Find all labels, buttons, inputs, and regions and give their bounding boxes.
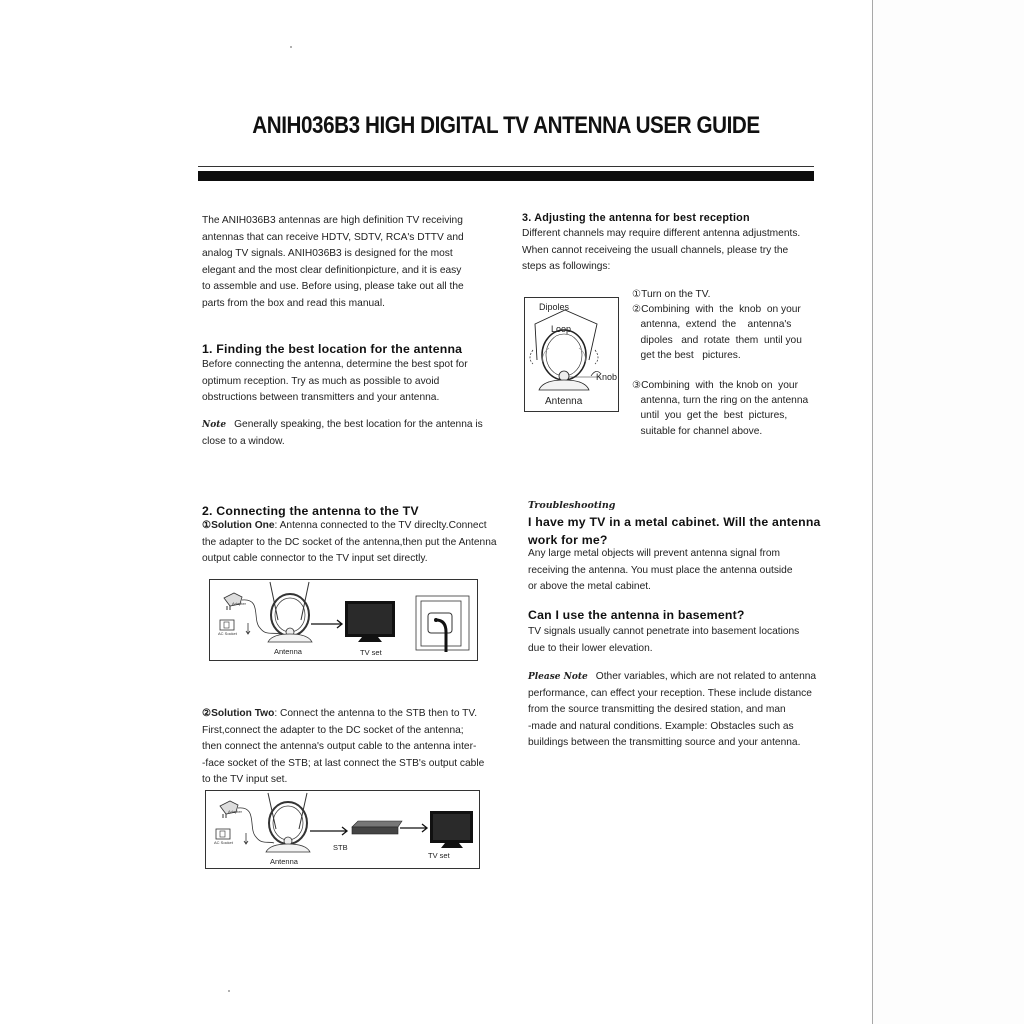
section1-heading: 1. Finding the best location for the antenna [202,342,463,356]
ac-socket-label: AC Socket [214,840,233,845]
troubleshooting-question-2: Can I use the antenna in basement? [528,608,745,622]
solution-two-text [202,706,484,789]
down-arrow-icon [246,623,250,634]
answer-line: receiving the antenna. You must place the antenna outside [528,564,793,576]
section3-heading: 3. Adjusting the antenna for best reception [522,212,750,224]
solution-one-label: ①Solution One [202,520,275,531]
answer-line: due to their lower elevation. [528,642,653,654]
step-line: dipoles and rotate them until you [632,334,802,346]
solution-one-line: output cable connector to the TV input set directly. [202,553,428,564]
loop-label: Loop [551,324,572,334]
please-note-label: Please Note [528,672,588,682]
antenna-icon [266,793,310,852]
solution-two-line: to the TV input set. [202,774,288,785]
step-line: antenna, extend the antenna's [632,319,792,331]
adapter-label: Adapter [228,809,243,814]
connection-diagram-direct [209,579,478,661]
adapter-label: Adapter [232,601,247,606]
question-line: work for me? [528,533,608,547]
step-line: antenna, turn the ring on the antenna [632,395,809,407]
section1-line: obstructions between transmitters and your antenna. [202,392,440,403]
arrow-right-icon [400,824,427,832]
scan-speck [228,990,230,992]
tv-icon [345,601,395,642]
antenna-label: Antenna [545,396,583,407]
connection-diagram-direct-art [210,580,477,660]
step-line: ②Combining with the knob on your [632,304,801,316]
section1-body [202,357,468,407]
intro-line: The ANIH036B3 antennas are high definition TV receiving [202,215,463,226]
scan-speck [290,46,292,48]
antenna-label: Antenna [270,857,298,866]
solution-one-line: the adapter to the DC socket of the antenna,then put the Antenna [202,536,497,548]
note-line: close to a window. [202,435,285,447]
wall-jack-icon [416,596,469,652]
dipoles-label: Dipoles [539,302,570,312]
intro-line: elegant and the most clear definitionpicture, and it is easy [202,264,462,276]
section1-line: Before connecting the antenna, determine the best spot for [202,359,468,370]
answer-line: TV signals usually cannot penetrate into basement locations [528,626,800,637]
solution-two-line: : Connect the antenna to the STB then to TV. [274,708,478,719]
section1-line: optimum reception. Try as much as possible to avoid [202,375,440,387]
section1-note [202,417,483,450]
arrow-right-icon [310,827,347,835]
section3-line: When cannot receiveing the usuall channels, please try the [522,244,789,256]
solution-one-text [202,518,497,568]
title-rule-thick [198,171,814,181]
section3-body [522,226,800,276]
section3-line: steps as followings: [522,261,611,272]
answer-line: or above the metal cabinet. [528,581,651,592]
title-rule-thin [198,166,814,167]
knob-label: Knob [596,372,618,382]
troubleshooting-label: Troubleshooting [528,500,616,511]
antenna-label: Antenna [274,647,302,656]
intro-line: parts from the box and read this manual. [202,297,385,309]
troubleshooting-answer-2 [528,624,799,657]
please-note-line: from the source transmitting the desired station, and man [528,704,786,715]
step-line: suitable for channel above. [632,425,763,437]
down-arrow-icon [244,833,248,844]
adjacent-page-margin [873,0,1024,1024]
question-line: I have my TV in a metal cabinet. Will the antenna [528,515,821,529]
step-line: get the best pictures. [632,349,741,361]
troubleshooting-question-1 [528,513,821,549]
intro-paragraph [202,213,464,312]
document-title: ANIH036B3 HIGH DIGITAL TV ANTENNA USER GUIDE [252,112,760,139]
note-label: Note [202,420,227,430]
stb-label: STB [333,843,348,852]
step-line: ③Combining with the knob on your [632,380,798,392]
stb-icon [352,821,402,834]
intro-line: to assemble and use. Before using, please take out all the [202,281,464,292]
ac-socket-icon [216,829,230,839]
please-note [528,669,816,752]
solution-one-line: : Antenna connected to the TV direclty.Connect [274,520,487,531]
tv-set-label: TV set [428,851,450,860]
connection-diagram-stb [205,790,480,869]
arrow-right-icon [311,620,342,628]
ac-socket-label: AC Socket [218,631,237,636]
intro-line: analog TV signals. ANIH036B3 is designed for the most [202,248,453,259]
section3-line: Different channels may require different antenna adjustments. [522,228,801,239]
ac-socket-icon [220,620,234,630]
troubleshooting-answer-1 [528,546,793,596]
step-line: ①Turn on the TV. [632,289,711,300]
antenna-parts-art [525,298,618,411]
solution-two-line: First,connect the adapter to the DC socket of the antenna; [202,724,464,736]
tv-icon [430,811,473,848]
please-note-line: performance, can effect your reception. These include distance [528,687,812,699]
section2-heading: 2. Connecting the antenna to the TV [202,504,419,518]
section3-steps [632,287,808,439]
tv-set-label: TV set [360,648,382,657]
antenna-parts-diagram [524,297,619,412]
solution-two-line: then connect the antenna's output cable to the antenna inter- [202,741,477,752]
step-line: until you get the best pictures, [632,410,788,422]
intro-line: antennas that can receive HDTV, SDTV, RCA's DTTV and [202,231,464,243]
solution-two-label: ②Solution Two [202,708,275,719]
please-note-line: buildings between the transmitting source and your antenna. [528,737,801,748]
please-note-line: Other variables, which are not related to antenna [595,671,817,682]
answer-line: Any large metal objects will prevent antenna signal from [528,548,780,559]
step-spacer [632,363,808,378]
solution-two-line: -face socket of the STB; at last connect the STB's output cable [202,757,485,769]
antenna-icon [530,310,601,390]
please-note-line: -made and natural conditions. Example: Obstacles such as [528,720,794,732]
note-line: Generally speaking, the best location for the antenna is [234,419,483,430]
